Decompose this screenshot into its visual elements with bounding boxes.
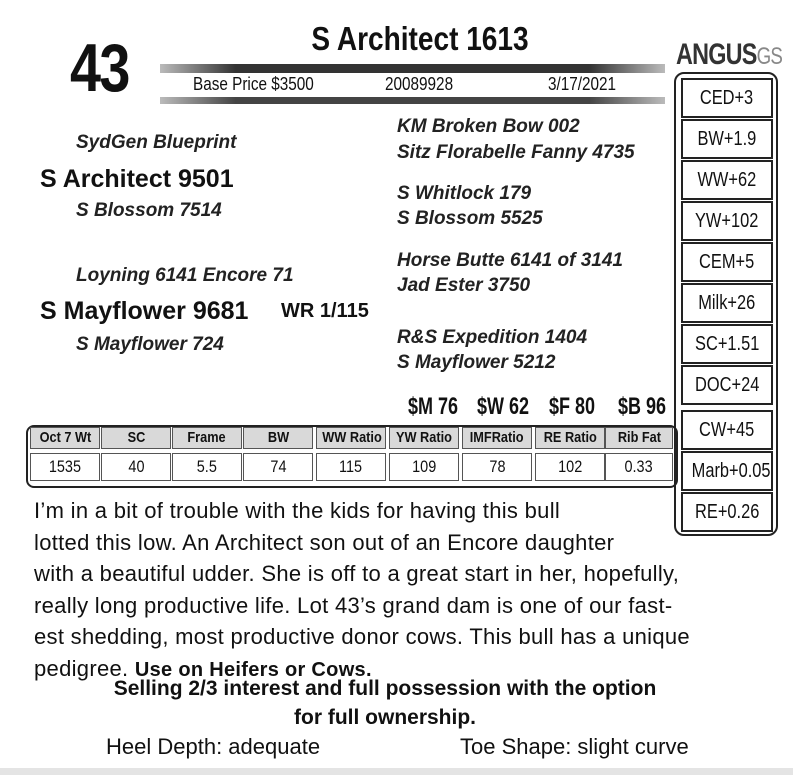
pedigree-dam-sire: Loyning 6141 Encore 71 <box>76 265 294 286</box>
remarks-emphasis: Use on Heifers or Cows. <box>134 658 372 681</box>
table-cell: 1535 <box>30 453 100 481</box>
selling-terms-line2: for full ownership. <box>294 706 476 729</box>
table-header: Oct 7 Wt <box>30 427 100 449</box>
epd-ced: CED+3 <box>681 78 773 118</box>
toe-shape: Toe Shape: slight curve <box>460 734 689 759</box>
dam-weaning-ratio: WR 1/115 <box>281 300 369 322</box>
epd-ww: WW+62 <box>681 160 773 200</box>
pedigree-gg7: R&S Expedition 1404 <box>397 327 588 348</box>
remarks-line: with a beautiful udder. She is off to a great start in her, hopefully, <box>34 561 680 586</box>
pedigree-gg6: Jad Ester 3750 <box>397 275 531 296</box>
table-cell: 74 <box>243 453 313 481</box>
pedigree-gg3: S Whitlock 179 <box>397 183 532 204</box>
table-cell: 109 <box>389 453 459 481</box>
epd-panel <box>674 72 778 536</box>
epd-sc: SC+1.51 <box>681 324 773 364</box>
table-header: SC <box>101 427 171 449</box>
pedigree-gg1: KM Broken Bow 002 <box>397 116 580 137</box>
pedigree-dam-dam: S Mayflower 724 <box>76 334 224 355</box>
table-header: WW Ratio <box>316 427 386 449</box>
remarks-line: really long productive life. Lot 43’s grand dam is one of our fast- <box>34 592 673 618</box>
index-m: $M 76 <box>408 393 459 420</box>
pedigree-sire-sire: SydGen Blueprint <box>76 132 237 153</box>
registration-number: 20089928 <box>385 74 454 94</box>
epd-bw: BW+1.9 <box>681 119 773 159</box>
angus-gs-logo <box>676 38 782 72</box>
pedigree-gg2: Sitz Florabelle Fanny 4735 <box>397 142 635 163</box>
table-header: Rib Fat <box>605 427 673 449</box>
selling-terms-line1: Selling 2/3 interest and full possession with the option <box>113 677 657 700</box>
logo-text: ANGUS <box>676 38 757 71</box>
table-cell: 115 <box>316 453 386 481</box>
epd-re: RE+0.26 <box>681 492 773 532</box>
birth-date: 3/17/2021 <box>548 74 617 94</box>
remarks-line: lotted this low. An Architect son out of an Encore daughter <box>34 529 615 555</box>
epd-doc: DOC+24 <box>681 365 773 405</box>
remarks-line: est shedding, most productive donor cows. This bull has a unique <box>34 624 690 649</box>
epd-cw: CW+45 <box>681 410 773 450</box>
table-header: Frame <box>172 427 242 449</box>
lot-number: 43 <box>70 30 129 106</box>
table-header: RE Ratio <box>535 427 605 449</box>
pedigree-gg4: S Blossom 5525 <box>397 208 543 229</box>
pedigree-gg8: S Mayflower 5212 <box>397 352 556 373</box>
bull-name: S Architect 1613 <box>311 20 529 57</box>
base-price: Base Price $3500 <box>193 74 314 94</box>
index-b: $B 96 <box>618 393 667 420</box>
table-cell: 0.33 <box>605 453 673 481</box>
index-f: $F 80 <box>549 393 596 420</box>
header-rule-top <box>160 64 665 73</box>
heel-depth: Heel Depth: adequate <box>106 734 321 759</box>
epd-cem: CEM+5 <box>681 242 773 282</box>
table-cell: 102 <box>535 453 605 481</box>
table-cell: 40 <box>101 453 171 481</box>
epd-milk: Milk+26 <box>681 283 773 323</box>
header-rule-bottom <box>160 97 665 104</box>
remarks-line: pedigree. Use on Heifers or Cows. <box>34 655 372 681</box>
pedigree-sire-dam: S Blossom 7514 <box>76 200 222 221</box>
remarks-line: I’m in a bit of trouble with the kids for having this bull <box>34 498 561 523</box>
table-cell: 5.5 <box>172 453 242 481</box>
table-header: IMFRatio <box>462 427 532 449</box>
pedigree-gg5: Horse Butte 6141 of 3141 <box>397 250 623 271</box>
pedigree-sire: S Architect 9501 <box>40 165 234 193</box>
pedigree-dam: S Mayflower 9681 <box>40 297 249 325</box>
epd-marb: Marb+0.05 <box>681 451 773 491</box>
table-cell: 78 <box>462 453 532 481</box>
bottom-divider <box>0 768 793 775</box>
table-header: YW Ratio <box>389 427 459 449</box>
epd-yw: YW+102 <box>681 201 773 241</box>
table-header: BW <box>243 427 313 449</box>
logo-suffix: GS <box>756 43 783 70</box>
index-w: $W 62 <box>477 393 530 420</box>
remarks <box>34 495 769 686</box>
